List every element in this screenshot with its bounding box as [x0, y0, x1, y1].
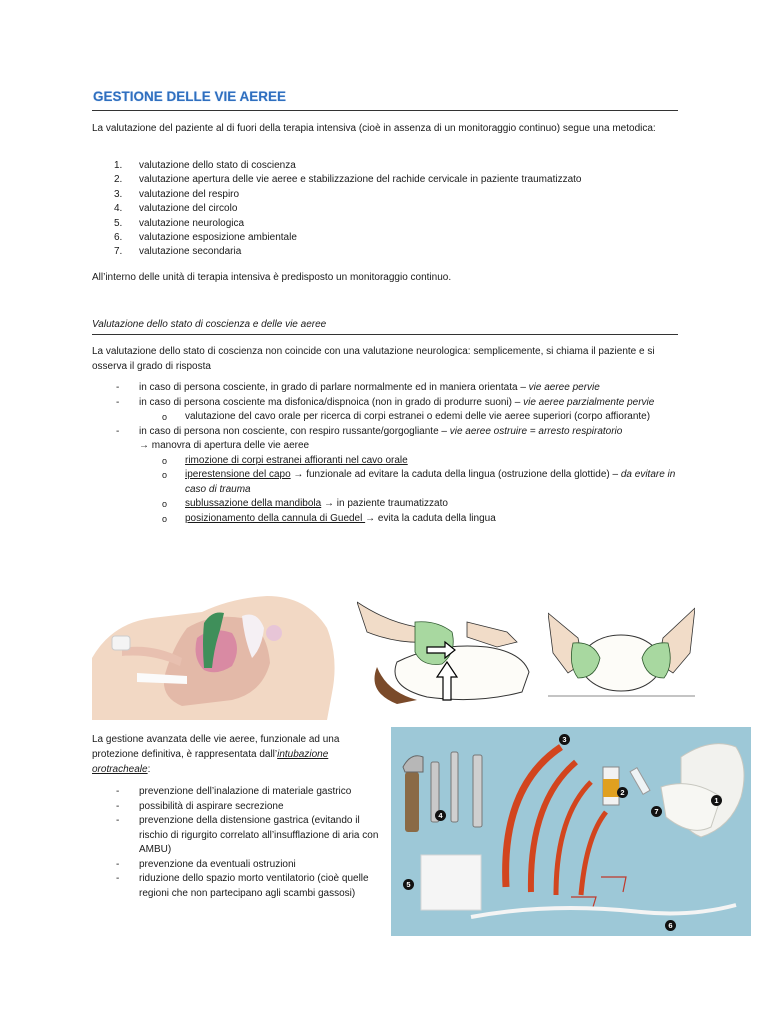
photo-marker-5: 5 — [403, 879, 414, 890]
list-item-text: valutazione del respiro — [139, 188, 240, 200]
photo-marker-2: 2 — [617, 787, 628, 798]
intubation-intro: La gestione avanzata delle vie aeree, funzionale ad una protezione definitiva, è rappresentata dall’intubazione orotracheale: — [92, 734, 340, 775]
list-item — [92, 231, 581, 245]
photo-marker-4: 4 — [435, 810, 446, 821]
list-item-text: valutazione apertura delle vie aeree e stabilizzazione del rachide cervicale in paziente traumatizzato — [139, 174, 582, 186]
assessment-steps-list — [92, 159, 581, 260]
list-item — [92, 245, 581, 259]
list-item-text: valutazione esposizione ambientale — [139, 232, 297, 244]
section-intro: La valutazione dello stato di coscienza non coincide con una valutazione neurologica: semplicemente, si chiama il paziente e si osserva il grado di risposta — [92, 346, 655, 372]
list-item-text: valutazione neurologica — [139, 217, 245, 229]
list-item: o iperestensione del capo → funzionale ad evitare la caduta della lingua (ostruzione della glottide) – da evitare in caso di trauma — [162, 469, 676, 495]
list-item: - riduzione dello spazio morto ventilatorio (cioè quelle regioni che non partecipano agli scambi gassosi) — [116, 873, 369, 899]
list-item: o posizionamento della cannula di Guedel → evita la caduta della lingua — [162, 512, 496, 524]
list-item: - prevenzione dell’inalazione di materiale gastrico — [116, 786, 352, 797]
list-number: 3. — [114, 188, 123, 200]
list-number: 4. — [114, 203, 123, 215]
list-item — [92, 173, 581, 187]
list-item — [92, 202, 581, 216]
list-item — [92, 159, 581, 173]
consciousness-cases-list — [92, 381, 682, 526]
list-item-text: valutazione secondaria — [139, 246, 242, 258]
icu-note: All’interno delle unità di terapia intensiva è predisposto un monitoraggio continuo. — [92, 272, 452, 283]
head-tilt-maneuver-illustration — [357, 592, 532, 704]
intubation-benefits-list — [92, 785, 382, 901]
list-item: - prevenzione della distensione gastrica (evitando il rischio di rigurgito correlato all’insufflazione di aria con AMBU) — [116, 815, 379, 855]
list-item: o valutazione del cavo orale per ricerca di corpi estranei o edemi delle vie aeree superiori (corpo affiorante) — [162, 411, 651, 422]
section-divider — [92, 334, 678, 335]
list-number: 2. — [114, 174, 123, 186]
list-number: 5. — [114, 217, 123, 229]
list-item — [92, 217, 581, 231]
list-item: o rimozione di corpi estranei affioranti nel cavo orale — [162, 454, 408, 466]
jaw-thrust-maneuver-illustration — [548, 603, 695, 698]
list-item: - in caso di persona cosciente ma disfonica/dispnoica (non in grado di produrre suoni) – vie aeree parzialmente pervie — [116, 396, 655, 408]
section-heading: Valutazione dello stato di coscienza e delle vie aeree — [92, 319, 327, 330]
list-number: 1. — [114, 160, 123, 171]
guedel-cannula-illustration — [92, 588, 339, 720]
photo-marker-6: 6 — [665, 920, 676, 931]
list-item: - possibilità di aspirare secrezione — [116, 800, 284, 812]
page-title: GESTIONE DELLE VIE AEREE — [93, 89, 287, 104]
photo-marker-7: 7 — [651, 806, 662, 817]
title-divider — [92, 110, 678, 111]
list-item-text: valutazione del circolo — [139, 203, 238, 215]
list-item: o sublussazione della mandibola → in paziente traumatizzato — [162, 498, 448, 509]
intro-paragraph: La valutazione del paziente al di fuori della terapia intensiva (cioè in assenza di un monitoraggio continuo) segue una metodica: — [92, 123, 656, 134]
intubation-equipment-photo — [391, 727, 751, 936]
photo-marker-3: 3 — [559, 734, 570, 745]
list-item: - prevenzione da eventuali ostruzioni — [116, 858, 296, 870]
list-number: 6. — [114, 232, 123, 244]
list-number: 7. — [114, 246, 123, 258]
list-item: - in caso di persona non cosciente, con respiro russante/gorgogliante – vie aeree ostruire = arresto respiratorio → manovra di apertura delle vie aeree — [116, 425, 623, 451]
list-item-text: valutazione dello stato di coscienza — [139, 160, 296, 171]
list-item: - in caso di persona cosciente, in grado di parlare normalmente ed in maniera orientata – vie aeree pervie — [116, 382, 600, 393]
photo-marker-1: 1 — [711, 795, 722, 806]
list-item — [92, 188, 581, 202]
